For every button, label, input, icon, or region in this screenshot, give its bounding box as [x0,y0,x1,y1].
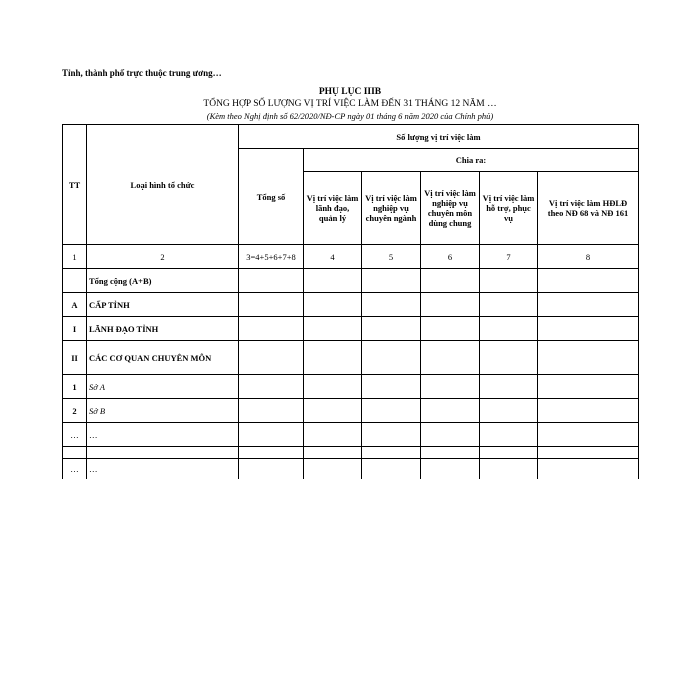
row-tt: … [63,423,87,447]
row-name: Sở A [87,375,239,399]
appendix-title: PHỤ LỤC IIIB [318,87,382,97]
index-cell: 1 [63,245,87,269]
row-name: CÁC CƠ QUAN CHUYÊN MÔN [87,341,239,375]
row-tt [63,269,87,293]
row-tt: I [63,317,87,341]
table-row [63,399,639,423]
document-subtitle: (Kèm theo Nghị định số 62/2020/NĐ-CP ngày 01 tháng 6 năm 2020 của Chính phủ) [206,111,494,121]
header-leadership: Vị trí việc làm lãnh đạo, quản lý [304,172,362,245]
index-cell: 7 [480,245,538,269]
row-name: Tổng cộng (A+B) [87,269,239,293]
table-row [63,341,639,375]
header-breakdown: Chia ra: [304,149,639,172]
index-cell: 3=4+5+6+7+8 [239,245,304,269]
row-tt: A [63,293,87,317]
row-tt: … [63,459,87,479]
index-cell: 6 [421,245,480,269]
index-cell: 4 [304,245,362,269]
index-cell: 2 [87,245,239,269]
header-org-type: Loại hình tổ chức [87,125,239,245]
table-row [63,269,639,293]
table-row [63,423,639,447]
header-support: Vị trí việc làm hỗ trợ, phục vụ [480,172,538,245]
header-labor-contract: Vị trí việc làm HĐLĐ theo NĐ 68 và NĐ 161 [538,172,639,245]
index-cell: 5 [362,245,421,269]
row-name: … [87,423,239,447]
table-row [63,447,639,459]
header-total: Tổng số [239,149,304,245]
row-name: … [87,459,239,479]
row-name: Sở B [87,399,239,423]
table-row [63,317,639,341]
header-professional: Vị trí việc làm nghiệp vụ chuyên ngành [362,172,421,245]
table-row [63,293,639,317]
row-tt [63,447,87,459]
row-name: LÃNH ĐẠO TỈNH [87,317,239,341]
index-row [63,245,639,269]
row-tt: 1 [63,375,87,399]
table-row [63,459,639,479]
row-name: CẤP TỈNH [87,293,239,317]
index-cell: 8 [538,245,639,269]
row-tt: 2 [63,399,87,423]
header-tt: TT [63,125,87,245]
header-shared-professional: Vị trí việc làm nghiệp vụ chuyên môn dùng chung [421,172,480,245]
header-position-count: Số lượng vị trí việc làm [239,125,639,149]
row-tt: II [63,341,87,375]
document-title: TỔNG HỢP SỐ LƯỢNG VỊ TRÍ VIỆC LÀM ĐẾN 31 THÁNG 12 NĂM … [203,99,497,109]
table-row [63,375,639,399]
row-name [87,447,239,459]
summary-table [62,124,639,479]
province-label: Tỉnh, thành phố trực thuộc trung ương… [62,68,222,78]
